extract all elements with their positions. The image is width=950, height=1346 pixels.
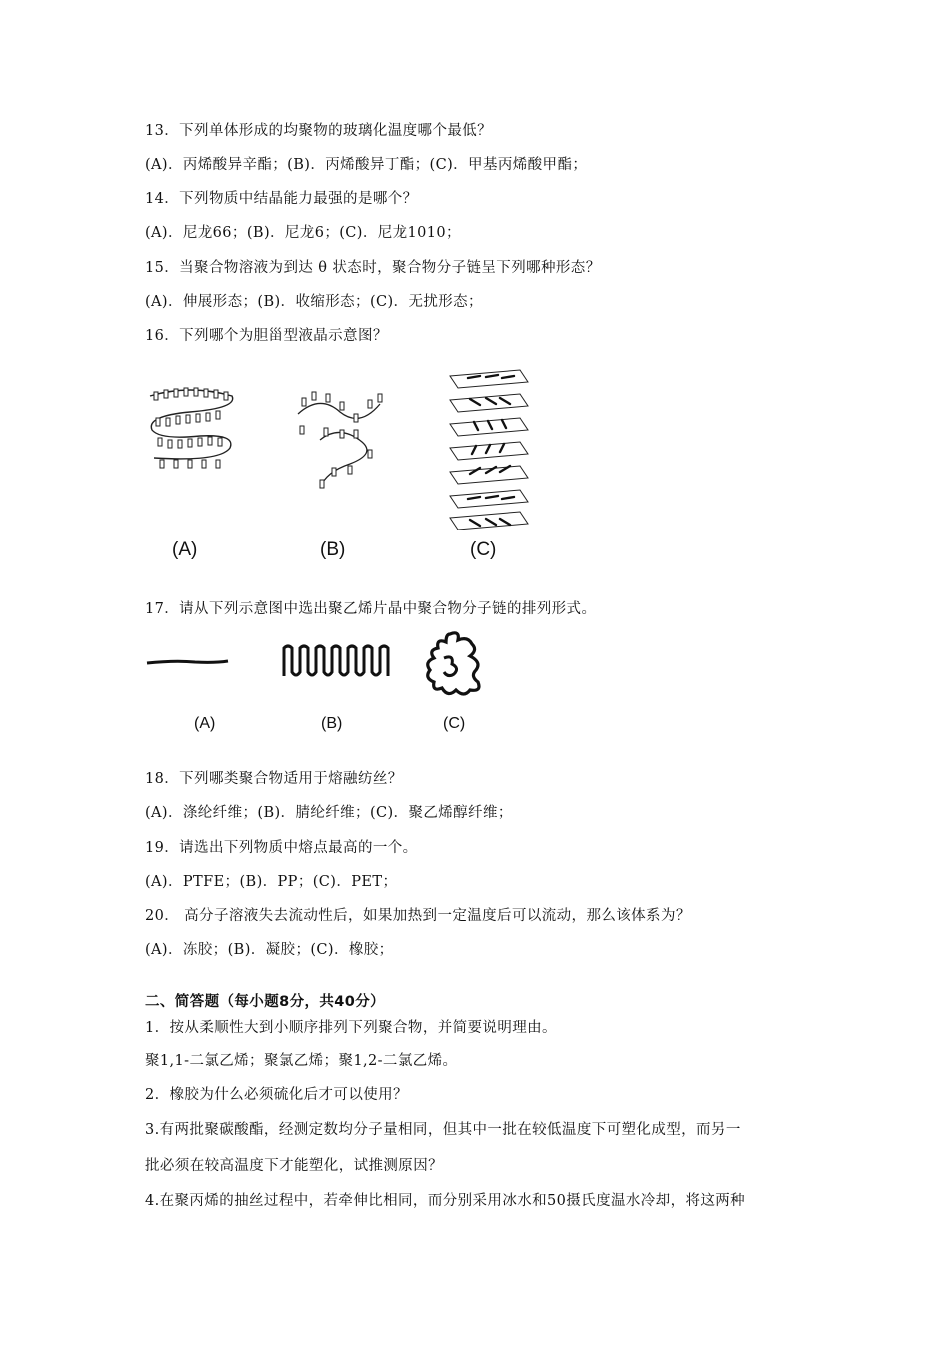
q14-options: (A)．尼龙66；(B)．尼龙6；(C)．尼龙1010； (145, 225, 461, 241)
q15-options: (A)．伸展形态；(B)．收缩形态；(C)．无扰形态； (145, 294, 483, 310)
q19-stem: 19．请选出下列物质中熔点最高的一个。 (145, 840, 418, 856)
q20-options: (A)．冻胶；(B)．凝胶；(C)．橡胶； (145, 942, 394, 958)
q19-options: (A)．PTFE；(B)．PP；(C)．PET； (145, 874, 398, 890)
liquid-crystal-diagram-a (140, 378, 240, 478)
chain-random-coil-diagram (420, 628, 488, 700)
chain-extended-diagram (145, 655, 230, 669)
q16-label-c: (C) (470, 539, 497, 560)
q18-stem: 18．下列哪类聚合物适用于熔融纺丝？ (145, 771, 403, 787)
q18-options: (A)．涤纶纤维；(B)．腈纶纤维；(C)．聚乙烯醇纤维； (145, 805, 513, 821)
q17-stem: 17．请从下列示意图中选出聚乙烯片晶中聚合物分子链的排列形式。 (145, 601, 597, 617)
q13-stem: 13．下列单体形成的均聚物的玻璃化温度哪个最低？ (145, 123, 493, 139)
liquid-crystal-diagram-b (290, 384, 390, 494)
q14-stem: 14．下列物质中结晶能力最强的是哪个？ (145, 191, 418, 207)
s3-line2: 批必须在较高温度下才能塑化，试推测原因？ (145, 1158, 443, 1174)
q16-label-a: (A) (172, 539, 198, 560)
s1-items: 聚1,1-二氯乙烯；聚氯乙烯；聚1,2-二氯乙烯。 (145, 1053, 458, 1069)
section2-heading: 二、简答题（每小题8分，共40分） (145, 994, 386, 1010)
q16-label-b: (B) (320, 539, 346, 560)
q20-stem: 20． 高分子溶液失去流动性后，如果加热到一定温度后可以流动，那么该体系为？ (145, 908, 691, 924)
liquid-crystal-diagram-c (440, 358, 530, 530)
q16-stem: 16．下列哪个为胆甾型液晶示意图？ (145, 328, 388, 344)
s1-stem: 1．按从柔顺性大到小顺序排列下列聚合物，并简要说明理由。 (145, 1020, 557, 1036)
chain-folded-diagram (280, 642, 394, 680)
q17-label-c: (C) (443, 715, 466, 732)
q15-stem: 15．当聚合物溶液为到达 θ 状态时，聚合物分子链呈下列哪种形态？ (145, 260, 601, 276)
q17-label-b: (B) (321, 715, 343, 732)
s4-line1: 4.在聚丙烯的抽丝过程中，若牵伸比相同，而分别采用冰水和50摄氏度温水冷却，将这两种 (145, 1193, 746, 1209)
s2-question: 2．橡胶为什么必须硫化后才可以使用？ (145, 1087, 408, 1103)
q13-options: (A)．丙烯酸异辛酯；(B)．丙烯酸异丁酯；(C)．甲基丙烯酸甲酯； (145, 157, 588, 173)
q17-label-a: (A) (194, 715, 216, 732)
s3-line1: 3.有两批聚碳酸酯，经测定数均分子量相同，但其中一批在较低温度下可塑化成型，而另一 (145, 1122, 741, 1138)
